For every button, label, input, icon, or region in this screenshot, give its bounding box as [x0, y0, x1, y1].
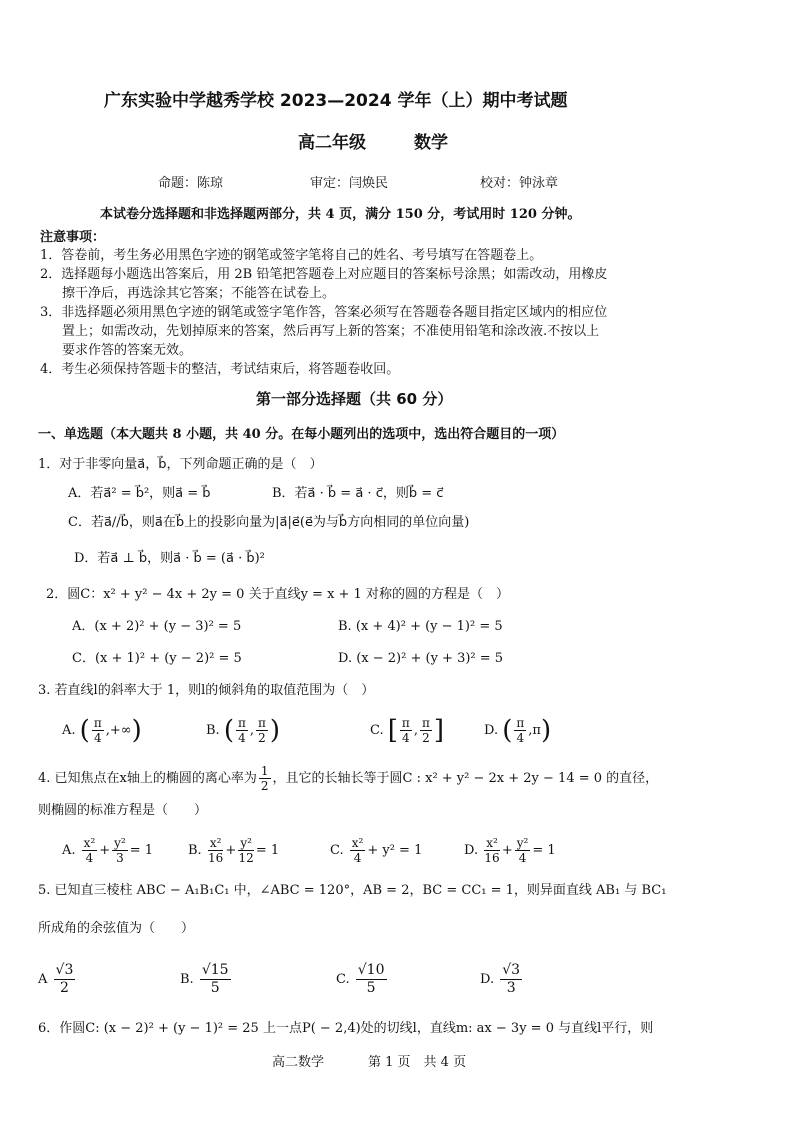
q4-stem-a: 4. 已知焦点在x轴上的椭圆的离心率为: [38, 771, 257, 786]
q4-a-d1: 4: [85, 851, 94, 865]
note-1: 1．答卷前，考生务必用黑色字迹的钢笔或签字笔将自己的姓名、考号填写在答题卷上。: [40, 248, 543, 263]
q5-stem-b: 所成角的余弦值为（ ）: [38, 921, 195, 936]
q4-b-label: B.: [188, 843, 202, 858]
q3-option-d: D. ( $\frac{\pi}{4}$ ,π): [484, 715, 552, 746]
q3-a-end: ,+∞: [105, 723, 132, 738]
q5-option-a: [38, 962, 77, 997]
author: 命题：陈琼: [158, 176, 224, 191]
note-3-line-1: 3．非选择题必须用黑色字迹的钢笔或签字笔作答，答案必须写在答题卷各题目指定区域内的相应位: [40, 305, 608, 320]
q5-b-den: 5: [210, 980, 220, 996]
q3-c-den2: 2: [422, 731, 430, 745]
q4-d-d2: 4: [518, 851, 527, 865]
q5-a-den: 2: [59, 980, 69, 996]
q4-d-label: D.: [464, 843, 479, 858]
q5-a-label: A: [38, 972, 48, 987]
exam-title: 广东实验中学越秀学校 2023—2024 学年（上）期中考试题: [104, 91, 568, 111]
q4-c-label: C.: [330, 843, 344, 858]
q4-b-d2: 12: [238, 851, 254, 865]
q4-d-eq: = 1: [532, 843, 556, 858]
q4-b-n1: x²: [209, 836, 222, 850]
q5-option-b: [180, 962, 233, 997]
q4-b-d1: 16: [207, 851, 224, 865]
q4-option-b: B. $\frac{\text{x²}}{16}$ + $\frac{\text{y²}}{12}$ = 1: [188, 836, 280, 865]
q4-option-c: [330, 836, 422, 865]
q5-d-num: √3: [502, 962, 521, 978]
note-2-line-1: 2．选择题每小题选出答案后，用 2B 铅笔把答题卷上对应题目的答案标号涂黑；如需改动，用橡皮: [40, 267, 608, 282]
q4-c-tail: + y² = 1: [367, 843, 423, 858]
q5-option-c: [336, 962, 389, 997]
q4-d-n1: x²: [486, 836, 498, 850]
q5-d-label: D.: [480, 972, 495, 987]
subject-label: 数学: [414, 133, 448, 153]
exam-intro: 本试卷分选择题和非选择题两部分，共 4 页，满分 150 分，考试用时 120 分钟。: [100, 207, 581, 222]
q5-c-num: √10: [357, 962, 385, 978]
q3-d-den: 4: [516, 731, 525, 745]
q4-half-num: 1: [260, 764, 269, 778]
q1-option-b: B．若a⃗ · b⃗ = a⃗ · c⃗，则b⃗ = c⃗: [272, 486, 444, 501]
q3-c-label: C.: [370, 723, 384, 738]
q3-d-end: π: [532, 723, 541, 738]
section-single-choice: 一、单选题（本大题共 8 小题，共 40 分。在每小题列出的选项中，选出符合题目的一项）: [38, 427, 565, 442]
q3-c-num2: π: [421, 716, 430, 730]
q4-d-n2: y²: [516, 836, 529, 850]
q3-a-num: π: [93, 716, 102, 730]
q3-option-b: B. ( $\frac{\pi}{4}$ , $\frac{\pi}{2}$ ): [206, 715, 281, 746]
part1-heading: 第一部分选择题（共 60 分）: [256, 390, 453, 408]
q2-option-c: C．(x + 1)² + (y − 2)² = 5: [72, 651, 242, 666]
q2-option-a: A．(x + 2)² + (y − 3)² = 5: [72, 619, 242, 634]
note-2-line-2: 擦干净后，再选涂其它答案；不能答在试卷上。: [62, 286, 336, 301]
q3-a-label: A.: [62, 723, 76, 738]
q3-stem: 3. 若直线l的斜率大于 1，则l的倾斜角的取值范围为（ ）: [38, 683, 375, 698]
q4-stem-line-1: [38, 764, 658, 793]
q2-option-d: D. (x − 2)² + (y + 3)² = 5: [338, 651, 504, 666]
q3-b-num1: π: [237, 716, 246, 730]
q4-a-n1: x²: [83, 836, 96, 850]
q4-a-n2: y²: [114, 836, 126, 850]
q4-stem-c: 则椭圆的标准方程是（ ）: [38, 803, 208, 818]
q5-b-num: √15: [201, 962, 229, 978]
q3-a-den: 4: [93, 731, 102, 745]
q5-d-den: 3: [506, 980, 516, 996]
note-3-line-3: 要求作答的答案无效。: [62, 343, 193, 358]
q4-stem-b: ，且它的长轴长等于圆C : x² + y² − 2x + 2y − 14 = 0 的直径，: [272, 771, 659, 786]
q1-stem: 1．对于非零向量a⃗，b⃗，下列命题正确的是（ ）: [38, 457, 323, 472]
q5-b-label: B.: [180, 972, 194, 987]
q2-stem: 2．圆C：x² + y² − 4x + 2y = 0 关于直线y = x + 1 对称的圆的方程是（ ）: [46, 587, 509, 602]
q4-b-n2: y²: [240, 836, 252, 850]
q5-a-num: √3: [55, 962, 74, 978]
q3-option-c: C. [ $\frac{\pi}{4}$ , $\frac{\pi}{2}$ ]: [370, 715, 444, 746]
q4-half-den: 2: [260, 779, 269, 793]
q4-option-a: A. $\frac{\text{x²}}{4}$ + $\frac{\text{y²}}{3}$ = 1: [62, 836, 154, 865]
q3-d-num: π: [516, 716, 525, 730]
q3-c-den1: 4: [402, 731, 410, 745]
q3-d-label: D.: [484, 723, 499, 738]
q4-d-d1: 16: [484, 851, 500, 865]
q5-c-label: C.: [336, 972, 350, 987]
q5-option-d: [480, 962, 524, 997]
q4-b-eq: = 1: [255, 843, 280, 858]
q4-a-label: A.: [62, 843, 76, 858]
q3-c-num1: π: [401, 716, 410, 730]
q4-c-n1: x²: [351, 836, 364, 850]
q1-option-c: C．若a⃗//b⃗，则a⃗在b⃗上的投影向量为|a⃗|e⃗(e⃗为与b⃗方向相同的单位向量): [68, 515, 470, 530]
q5-c-den: 5: [366, 980, 376, 996]
q4-option-d: D. $\frac{\text{x²}}{16}$ + $\frac{\text{y²}}{4}$ = 1: [464, 836, 556, 865]
q3-b-den2: 2: [258, 731, 266, 745]
q4-a-eq: = 1: [129, 843, 154, 858]
q4-c-d1: 4: [353, 851, 362, 865]
reviewer: 审定：闫焕民: [310, 176, 389, 191]
grade-label: 高二年级: [298, 133, 366, 153]
q3-option-a: A. ( $\frac{\pi}{4}$ ,+∞): [62, 715, 142, 746]
q4-a-d2: 3: [116, 851, 124, 865]
q3-b-den1: 4: [238, 731, 246, 745]
notes-heading: 注意事项：: [40, 230, 106, 245]
q5-stem-a: 5. 已知直三棱柱 ABC − A₁B₁C₁ 中，∠ABC = 120°，AB = 2，BC = CC₁ = 1，则异面直线 AB₁ 与 BC₁: [38, 883, 667, 898]
q3-b-num2: π: [258, 716, 266, 730]
q3-b-label: B.: [206, 723, 220, 738]
footer-subject: 高二数学: [272, 1055, 325, 1070]
q6-stem: 6．作圆C: (x − 2)² + (y − 1)² = 25 上一点P( − 2,4)处的切线l，直线m: ax − 3y = 0 与直线l平行，则: [38, 1021, 654, 1036]
note-3-line-2: 置上；如需改动，先划掉原来的答案，然后再写上新的答案；不准使用铅笔和涂改液.不按以上: [62, 324, 600, 339]
q1-option-a: A．若a⃗² = b⃗²，则a⃗ = b⃗: [68, 486, 211, 501]
proofreader: 校对：钟泳章: [480, 176, 559, 191]
footer-page: 第 1 页 共 4 页: [368, 1055, 467, 1070]
note-4: 4．考生必须保持答题卡的整洁，考试结束后，将答题卷收回。: [40, 362, 400, 377]
q1-option-d: D．若a⃗ ⊥ b⃗，则a⃗ · b⃗ = (a⃗ · b⃗)²: [74, 551, 265, 566]
q2-option-b: B. (x + 4)² + (y − 1)² = 5: [338, 619, 503, 634]
